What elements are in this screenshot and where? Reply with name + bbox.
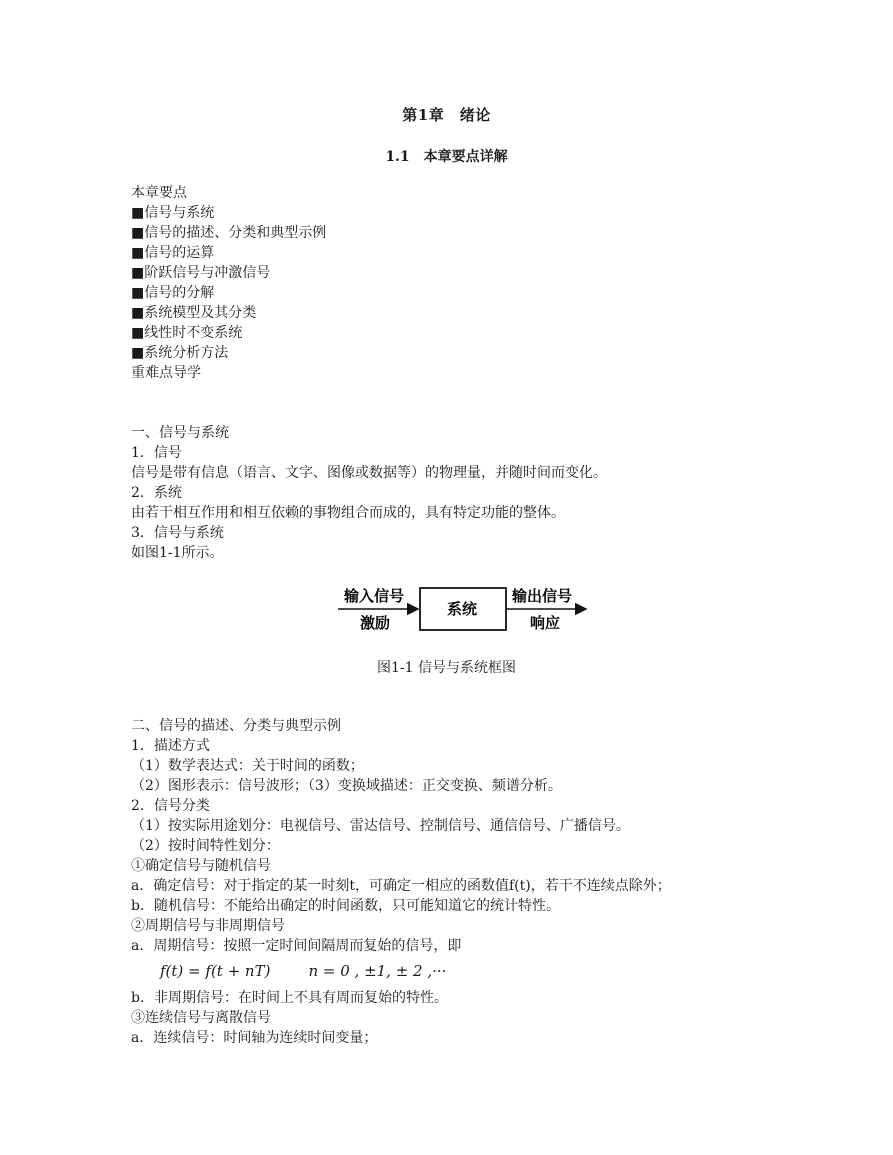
part2-line: ②周期信号与非周期信号 (131, 918, 285, 934)
part2-line: （1）数学表达式：关于时间的函数； (131, 758, 364, 774)
figure-caption: 图1-1 信号与系统框图 (377, 660, 516, 676)
key-point-item: ■系统分析方法 (131, 345, 229, 361)
chapter-title: 第1章 绪论 (402, 106, 491, 124)
periodic-signal-formula (160, 958, 446, 984)
part1-line: 如图1-1所示。 (131, 545, 224, 561)
part2-line: （2）按时间特性划分： (131, 838, 280, 854)
key-points-block (131, 183, 751, 383)
part2-block (131, 716, 751, 956)
part1-line: 1．信号 (131, 445, 182, 461)
key-point-item: ■系统模型及其分类 (131, 305, 257, 321)
part1-line: 3．信号与系统 (131, 525, 224, 541)
output-bottom-label: 响应 (530, 614, 561, 632)
formula-rhs: n = 0 , ±1, ± 2 ,··· (308, 962, 447, 980)
part2-block-continued (131, 988, 751, 1048)
part2-line: ③连续信号与离散信号 (131, 1010, 271, 1026)
part2-heading: 二、信号的描述、分类与典型示例 (131, 718, 341, 734)
part2-line: a．连续信号：时间轴为连续时间变量； (131, 1030, 378, 1046)
key-point-item: ■信号与系统 (131, 205, 215, 221)
part1-line: 2．系统 (131, 485, 182, 501)
key-point-item: ■信号的分解 (131, 285, 215, 301)
key-point-item: ■线性时不变系统 (131, 325, 243, 341)
part2-line: 2．信号分类 (131, 798, 210, 814)
key-point-item: ■阶跃信号与冲激信号 (131, 265, 271, 281)
part2-line: b．非周期信号：在时间上不具有周而复始的特性。 (131, 990, 448, 1006)
output-top-label: 输出信号 (512, 587, 573, 605)
part1-heading: 一、信号与系统 (131, 425, 229, 441)
part2-line: ①确定信号与随机信号 (131, 858, 271, 874)
part1-block (131, 423, 751, 563)
key-point-item: ■信号的描述、分类和典型示例 (131, 225, 327, 241)
part2-line: （1）按实际用途划分：电视信号、雷达信号、控制信号、通信信号、广播信号。 (131, 818, 630, 834)
input-top-label: 输入信号 (344, 587, 405, 605)
part1-line: 信号是带有信息（语言、文字、图像或数据等）的物理量，并随时间而变化。 (131, 465, 607, 481)
part2-line: 1．描述方式 (131, 738, 210, 754)
part2-line: （2）图形表示：信号波形；（3）变换域描述：正交变换、频谱分析。 (131, 778, 562, 794)
key-points-footer: 重难点导学 (131, 365, 201, 381)
part2-line: a．确定信号：对于指定的某一时刻t，可确定一相应的函数值f(t)，若干不连续点除外； (131, 878, 671, 894)
section-title: 1.1 本章要点详解 (385, 149, 508, 165)
input-bottom-label: 激励 (360, 614, 391, 632)
part2-line: a．周期信号：按照一定时间间隔周而复始的信号，即 (131, 938, 462, 954)
key-point-item: ■信号的运算 (131, 245, 215, 261)
system-label: 系统 (447, 600, 478, 618)
formula-lhs: f(t) = f(t + nT) (160, 962, 271, 980)
part2-line: b．随机信号：不能给出确定的时间函数，只可能知道它的统计特性。 (131, 898, 560, 914)
key-points-heading: 本章要点 (131, 185, 187, 201)
part1-line: 由若干相互作用和相互依赖的事物组合而成的，具有特定功能的整体。 (131, 505, 565, 521)
signal-system-diagram (338, 580, 588, 640)
